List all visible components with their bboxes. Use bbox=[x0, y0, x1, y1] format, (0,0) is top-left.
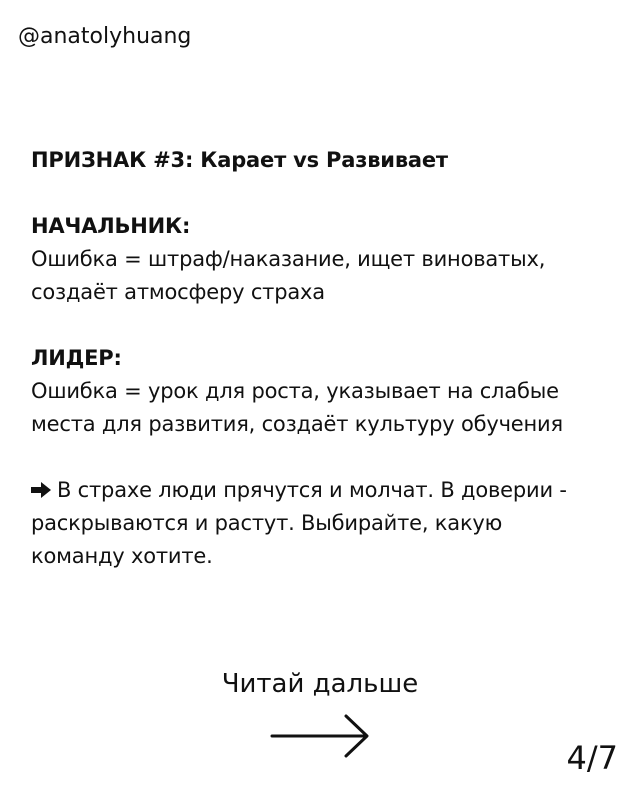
conclusion-line-1 bbox=[31, 474, 621, 507]
leader-heading: ЛИДЕР: bbox=[31, 346, 122, 370]
author-handle: @anatolyhuang bbox=[18, 24, 192, 49]
arrow-right-icon bbox=[31, 474, 51, 507]
long-arrow-right-icon[interactable] bbox=[270, 712, 372, 760]
leader-text-line-1: Ошибка = урок для роста, указывает на слабые bbox=[31, 379, 559, 403]
leader-text-line-2: места для развития, создаёт культуру обучения bbox=[31, 412, 563, 436]
read-more-label bbox=[0, 666, 640, 702]
spacer bbox=[31, 177, 621, 210]
conclusion-text-line-3: команду хотите. bbox=[31, 544, 213, 568]
boss-text-line-2: создаёт атмосферу страха bbox=[31, 280, 325, 304]
read-more-text: Читай дальше bbox=[221, 669, 419, 699]
conclusion-text-line-1: В страхе люди прячутся и молчат. В доверии - bbox=[57, 478, 567, 502]
spacer bbox=[31, 309, 621, 342]
boss-heading: НАЧАЛЬНИК: bbox=[31, 214, 191, 238]
boss-text-line-1: Ошибка = штраф/наказание, ищет виноватых, bbox=[31, 247, 546, 271]
spacer bbox=[31, 441, 621, 474]
slide-content bbox=[31, 144, 621, 573]
page-indicator: 4/7 bbox=[566, 739, 618, 777]
conclusion-text-line-2: раскрываются и растут. Выбирайте, какую bbox=[31, 511, 503, 535]
slide-title: ПРИЗНАК #3: Карает vs Развивает bbox=[31, 148, 448, 172]
